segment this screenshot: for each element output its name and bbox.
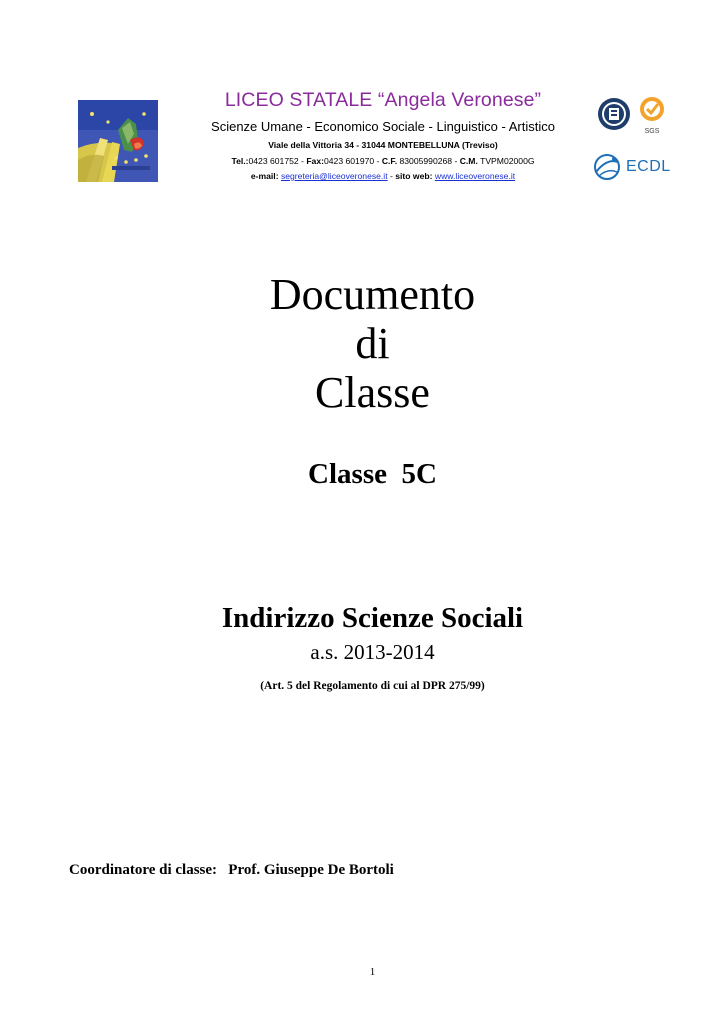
document-title-line-2: di [355, 319, 390, 368]
email-link[interactable]: segreteria@liceoveronese.it [280, 171, 388, 181]
cm-value: TVPM02000G [480, 156, 535, 166]
fax-value: 0423 601970 [323, 156, 375, 166]
document-title-line-1: Documento [269, 270, 476, 319]
tel-value: 0423 601752 [248, 156, 299, 166]
legal-reference: (Art. 5 del Regolamento di cui al DPR 275/99) [260, 680, 485, 692]
email-label: e-mail: [250, 171, 279, 181]
course-track: Indirizzo Scienze Sociali [221, 602, 524, 634]
coordinator-line [69, 862, 394, 879]
school-logo-image [78, 100, 158, 182]
class-name: Classe 5C [308, 458, 437, 490]
certification-seal-icon [596, 96, 632, 132]
cm-label: C.M. [459, 156, 478, 166]
web-label: sito web: [395, 171, 433, 181]
contact-line: Tel.:0423 601752 - Fax:0423 601970 - C.F. 83005990268 - C.M. TVPM02000G [231, 156, 535, 166]
email-web-line: e-mail: segreteria@liceoveronese.it - sito web: www.liceoveronese.it [250, 171, 516, 181]
cf-value: 83005990268 [399, 156, 453, 166]
school-subtitle: Scienze Umane - Economico Sociale - Linguistico - Artistico [211, 119, 555, 134]
sgs-text: SGS [644, 128, 660, 135]
ecdl-logo [590, 150, 672, 184]
school-address: Viale della Vittoria 34 - 31044 MONTEBELLUNA (Treviso) [268, 140, 498, 150]
ecdl-text: ECDL [626, 158, 671, 175]
fax-label: Fax: [306, 156, 324, 166]
document-title-line-3: Classe [315, 368, 430, 417]
school-year: a.s. 2013-2014 [310, 640, 435, 664]
sgs-check-icon [634, 96, 670, 124]
page-number: 1 [369, 966, 376, 978]
coordinator-label: Coordinatore di classe: [69, 862, 218, 878]
coordinator-name: Prof. Giuseppe De Bortoli [228, 862, 394, 878]
school-name: LICEO STATALE “Angela Veronese” [224, 89, 542, 111]
letterhead [0, 0, 725, 200]
cf-label: C.F. [381, 156, 398, 166]
tel-label: Tel.: [231, 156, 249, 166]
ecdl-globe-icon [590, 150, 624, 184]
sgs-logo [634, 96, 670, 135]
website-link[interactable]: www.liceoveronese.it [434, 171, 516, 181]
